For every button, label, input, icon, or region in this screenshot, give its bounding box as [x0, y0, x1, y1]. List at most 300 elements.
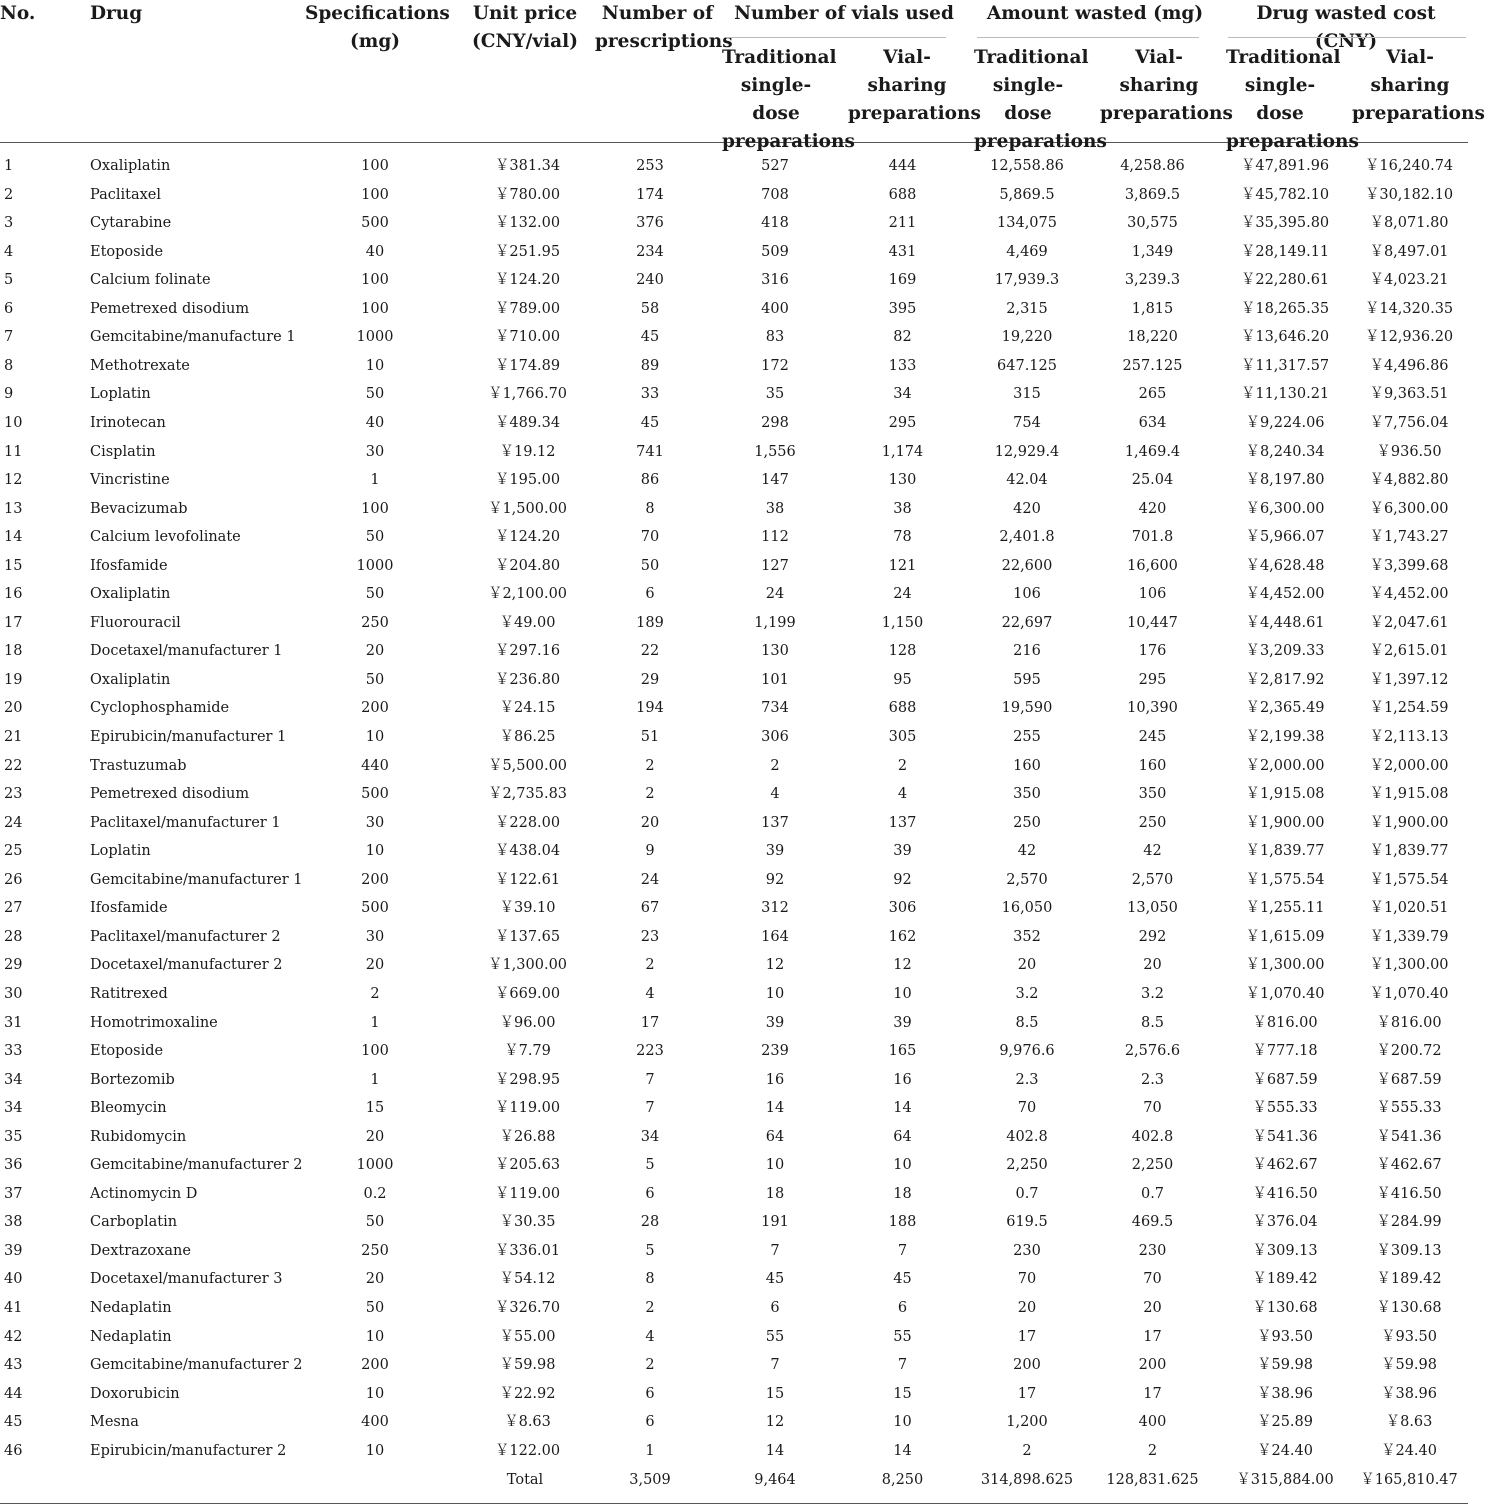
cell-drug: Vincristine	[90, 472, 170, 489]
cell-cost-traditional: ￥1,900.00	[1245, 814, 1325, 831]
cell-wasted-traditional: 20	[1017, 1300, 1037, 1316]
table-row	[0, 466, 1468, 495]
cell-specifications: 10	[365, 357, 385, 374]
cell-vials-sharing: 188	[888, 1214, 917, 1231]
cell-wasted-sharing: 16,600	[1127, 557, 1178, 574]
cell-wasted-sharing: 2,570	[1131, 871, 1174, 888]
header-no: No.	[0, 3, 36, 24]
cell-unit-price: ￥54.12	[499, 1271, 556, 1288]
cell-unit-price: ￥2,100.00	[487, 586, 568, 603]
cell-cost-traditional: ￥22,280.61	[1240, 272, 1330, 289]
cell-no: 29	[4, 957, 23, 974]
cell-cost-traditional: ￥2,000.00	[1245, 757, 1325, 774]
cell-wasted-traditional: 17	[1017, 1328, 1037, 1345]
cell-drug: Calcium levofolinate	[90, 529, 241, 546]
cell-no: 12	[4, 472, 23, 489]
cell-cost-traditional: ￥1,575.54	[1245, 871, 1325, 888]
cell-unit-price: ￥49.00	[499, 614, 556, 631]
cell-cost-traditional: ￥816.00	[1252, 1014, 1318, 1031]
cell-wasted-sharing: 469.5	[1131, 1214, 1174, 1231]
header-unit-price: Unit price (CNY/vial)	[472, 3, 578, 52]
cell-specifications: 100	[361, 300, 389, 317]
cell-cost-traditional: ￥1,070.40	[1245, 985, 1325, 1002]
cell-wasted-traditional: 200	[1013, 1357, 1041, 1374]
cell-specifications: 100	[361, 1043, 389, 1060]
cell-vials-traditional: 14	[765, 1442, 785, 1459]
cell-cost-traditional: ￥376.04	[1252, 1214, 1318, 1231]
cell-vials-traditional: 2	[770, 757, 780, 774]
cell-wasted-traditional: 9,976.6	[999, 1043, 1055, 1060]
table-bottom-rule	[0, 1503, 1468, 1504]
cell-wasted-sharing: 25.04	[1131, 472, 1174, 489]
cell-specifications: 200	[361, 700, 389, 717]
cell-wasted-sharing: 3,239.3	[1124, 272, 1181, 289]
cell-drug: Paclitaxel/manufacturer 1	[90, 814, 281, 831]
cell-unit-price: ￥1,500.00	[487, 500, 568, 517]
cell-no: 40	[4, 1271, 23, 1288]
cell-cost-traditional: ￥4,448.61	[1245, 614, 1325, 631]
table-row	[0, 552, 1468, 581]
table-row	[0, 352, 1468, 381]
cell-prescriptions: 2	[645, 1300, 655, 1316]
cell-drug: Bevacizumab	[90, 500, 188, 517]
cell-cost-traditional: ￥18,265.35	[1240, 300, 1330, 317]
cell-prescriptions: 194	[636, 700, 664, 717]
cell-unit-price: ￥381.34	[494, 158, 561, 174]
cell-unit-price: ￥789.00	[494, 300, 561, 317]
cell-vials-traditional: 1,556	[754, 443, 796, 460]
cell-vials-traditional: 10	[765, 985, 785, 1002]
cell-unit-price: ￥137.65	[494, 928, 561, 945]
table-row	[0, 323, 1468, 352]
cell-wasted-traditional: 3.2	[1015, 985, 1039, 1002]
cell-wasted-traditional: 647.125	[997, 357, 1057, 374]
total-wasted-traditional: 314,898.625	[980, 1472, 1074, 1488]
cell-wasted-sharing: 420	[1138, 500, 1167, 517]
cell-cost-traditional: ￥541.36	[1252, 1128, 1318, 1145]
cell-no: 17	[4, 614, 23, 631]
cell-specifications: 50	[365, 1214, 385, 1231]
cell-vials-sharing: 55	[893, 1328, 912, 1345]
cell-specifications: 400	[361, 1414, 389, 1431]
cell-wasted-traditional: 2.3	[1015, 1071, 1039, 1088]
cell-cost-sharing: ￥8,071.80	[1369, 215, 1449, 232]
cell-vials-traditional: 312	[761, 900, 789, 917]
cell-cost-traditional: ￥11,130.21	[1240, 386, 1330, 403]
cell-unit-price: ￥124.20	[494, 272, 561, 289]
cell-vials-traditional: 400	[761, 300, 789, 317]
cell-drug: Bleomycin	[90, 1100, 167, 1117]
cell-cost-traditional: ￥189.42	[1252, 1271, 1318, 1288]
cell-no: 26	[4, 871, 23, 888]
cell-vials-sharing: 16	[893, 1071, 912, 1088]
cell-wasted-sharing: 17	[1143, 1385, 1162, 1402]
cell-wasted-sharing: 70	[1143, 1271, 1162, 1288]
cell-unit-price: ￥251.95	[494, 243, 561, 260]
cell-prescriptions: 4	[645, 985, 655, 1002]
cell-cost-traditional: ￥5,966.07	[1245, 529, 1325, 546]
cell-prescriptions: 50	[640, 557, 660, 574]
cell-unit-price: ￥7.79	[504, 1043, 551, 1060]
cell-cost-sharing: ￥8,497.01	[1369, 243, 1449, 260]
cell-wasted-sharing: 2,576.6	[1124, 1043, 1181, 1060]
cell-specifications: 500	[361, 786, 389, 803]
cell-unit-price: ￥24.15	[499, 700, 556, 717]
cell-unit-price: ￥236.80	[494, 671, 561, 688]
cell-wasted-traditional: 17	[1017, 1385, 1037, 1402]
cell-wasted-traditional: 70	[1017, 1100, 1037, 1117]
cell-cost-sharing: ￥687.59	[1376, 1071, 1442, 1088]
cell-no: 35	[4, 1128, 23, 1145]
cell-drug: Epirubicin/manufacturer 2	[90, 1442, 287, 1459]
cell-vials-sharing: 78	[893, 529, 912, 546]
table-row	[0, 1408, 1468, 1437]
cell-cost-traditional: ￥2,199.38	[1245, 729, 1325, 745]
cell-vials-sharing: 130	[888, 472, 917, 489]
total-row	[0, 1466, 1468, 1495]
cell-cost-sharing: ￥555.33	[1376, 1100, 1442, 1117]
cell-cost-traditional: ￥59.98	[1256, 1357, 1313, 1374]
cell-vials-traditional: 4	[770, 786, 780, 803]
cell-prescriptions: 2	[645, 957, 655, 974]
cell-cost-sharing: ￥1,339.79	[1369, 928, 1449, 945]
cell-vials-traditional: 18	[765, 1185, 785, 1202]
cell-prescriptions: 89	[640, 357, 660, 374]
table-row	[0, 866, 1468, 895]
cell-prescriptions: 45	[640, 414, 660, 431]
cell-vials-traditional: 130	[761, 643, 789, 660]
cell-prescriptions: 86	[640, 472, 660, 489]
cell-vials-traditional: 10	[765, 1157, 785, 1174]
cell-cost-sharing: ￥3,399.68	[1369, 557, 1449, 574]
cell-no: 16	[4, 586, 23, 603]
cell-drug: Homotrimoxaline	[90, 1014, 218, 1031]
cell-no: 18	[4, 643, 23, 660]
cell-drug: Pemetrexed disodium	[90, 300, 250, 317]
cell-drug: Mesna	[90, 1414, 139, 1431]
cell-cost-traditional: ￥35,395.80	[1240, 215, 1330, 232]
cell-cost-traditional: ￥13,646.20	[1240, 329, 1330, 346]
table-row	[0, 1380, 1468, 1409]
cell-prescriptions: 253	[636, 158, 664, 174]
cell-specifications: 50	[365, 671, 385, 688]
cell-vials-sharing: 10	[893, 1414, 912, 1431]
cell-no: 31	[4, 1014, 23, 1031]
cell-prescriptions: 9	[645, 843, 655, 860]
cell-cost-sharing: ￥59.98	[1380, 1357, 1437, 1374]
cell-cost-traditional: ￥11,317.57	[1240, 357, 1330, 374]
cell-drug: Methotrexate	[90, 357, 190, 374]
table-row	[0, 1009, 1468, 1038]
cell-no: 20	[4, 700, 23, 717]
cell-wasted-sharing: 350	[1138, 786, 1167, 803]
cell-vials-traditional: 112	[761, 529, 789, 546]
cell-cost-sharing: ￥309.13	[1376, 1242, 1442, 1259]
cell-prescriptions: 58	[640, 300, 660, 317]
cell-specifications: 30	[365, 443, 385, 460]
cell-cost-sharing: ￥6,300.00	[1369, 500, 1449, 517]
cell-drug: Paclitaxel	[90, 186, 162, 203]
cell-wasted-sharing: 230	[1138, 1242, 1167, 1259]
cell-wasted-traditional: 42.04	[1006, 472, 1048, 489]
cell-drug: Docetaxel/manufacturer 1	[90, 643, 283, 660]
cell-specifications: 10	[365, 1442, 385, 1459]
cell-vials-traditional: 12	[765, 957, 785, 974]
cell-no: 13	[4, 500, 23, 517]
cell-vials-traditional: 191	[761, 1214, 789, 1231]
cell-vials-sharing: 6	[897, 1300, 908, 1316]
cell-specifications: 20	[365, 643, 385, 660]
cell-specifications: 1000	[356, 1157, 394, 1174]
table-row	[0, 809, 1468, 838]
cell-vials-traditional: 14	[765, 1100, 785, 1117]
cell-drug: Oxaliplatin	[90, 671, 171, 688]
cell-specifications: 250	[361, 614, 389, 631]
cell-vials-traditional: 7	[770, 1242, 780, 1259]
table-row	[0, 980, 1468, 1009]
cell-specifications: 40	[365, 414, 385, 431]
cell-cost-traditional: ￥2,817.92	[1245, 671, 1325, 688]
table-row	[0, 209, 1468, 238]
cell-specifications: 50	[365, 529, 385, 546]
cell-specifications: 20	[365, 1128, 385, 1145]
cell-wasted-traditional: 5,869.5	[999, 186, 1055, 203]
cell-wasted-sharing: 402.8	[1131, 1128, 1174, 1145]
cell-specifications: 20	[365, 957, 385, 974]
cell-no: 44	[4, 1385, 23, 1402]
cell-wasted-sharing: 20	[1143, 957, 1162, 974]
cell-specifications: 0.2	[363, 1185, 387, 1202]
cell-vials-traditional: 306	[761, 729, 789, 745]
cell-vials-traditional: 55	[765, 1328, 785, 1345]
cell-unit-price: ￥8.63	[504, 1414, 551, 1431]
cell-vials-traditional: 164	[761, 928, 789, 945]
cell-cost-sharing: ￥14,320.35	[1364, 300, 1454, 317]
cell-wasted-traditional: 42	[1017, 843, 1037, 860]
header-cost-traditional: Traditional single-dose preparations	[1226, 47, 1359, 152]
table-row	[0, 380, 1468, 409]
table-row	[0, 523, 1468, 552]
table-row	[0, 951, 1468, 980]
cell-no: 28	[4, 928, 23, 945]
cell-vials-sharing: 92	[893, 871, 912, 888]
cell-wasted-sharing: 295	[1138, 671, 1167, 688]
cell-cost-traditional: ￥1,915.08	[1245, 786, 1325, 803]
cell-wasted-traditional: 352	[1013, 928, 1041, 945]
cell-wasted-sharing: 0.7	[1140, 1185, 1165, 1202]
cell-wasted-traditional: 19,220	[1001, 329, 1053, 346]
cell-wasted-sharing: 4,258.86	[1120, 158, 1185, 174]
cell-no: 46	[4, 1442, 23, 1459]
cell-prescriptions: 6	[645, 586, 655, 603]
table-header	[0, 0, 1485, 152]
total-prescriptions: 3,509	[629, 1472, 671, 1488]
cell-drug: Docetaxel/manufacturer 2	[90, 957, 283, 974]
cell-vials-sharing: 688	[888, 186, 917, 203]
cell-drug: Cytarabine	[90, 215, 172, 232]
cell-wasted-traditional: 22,600	[1001, 557, 1053, 574]
cell-wasted-traditional: 2,250	[1006, 1157, 1048, 1174]
table-row	[0, 580, 1468, 609]
cell-wasted-sharing: 2	[1147, 1442, 1158, 1459]
table-row	[0, 609, 1468, 638]
cell-specifications: 10	[365, 729, 385, 745]
cell-prescriptions: 7	[645, 1071, 655, 1088]
cell-cost-traditional: ￥24.40	[1256, 1442, 1313, 1459]
table-row	[0, 1351, 1468, 1380]
cell-cost-sharing: ￥462.67	[1376, 1157, 1442, 1174]
cell-vials-traditional: 734	[761, 700, 789, 717]
cell-vials-traditional: 45	[765, 1271, 785, 1288]
cell-vials-traditional: 509	[761, 243, 789, 260]
cell-vials-sharing: 305	[888, 729, 917, 745]
cell-cost-traditional: ￥9,224.06	[1245, 414, 1325, 431]
cell-wasted-sharing: 265	[1138, 386, 1167, 403]
cell-specifications: 1	[370, 1014, 380, 1031]
cell-prescriptions: 174	[636, 186, 664, 203]
cell-wasted-traditional: 595	[1013, 671, 1041, 688]
cell-unit-price: ￥1,766.70	[487, 386, 568, 403]
cell-cost-traditional: ￥777.18	[1252, 1043, 1318, 1060]
cell-no: 5	[4, 272, 14, 289]
cell-wasted-traditional: 12,558.86	[990, 158, 1064, 174]
header-vials-sharing: Vial- sharing preparations	[848, 47, 981, 124]
cell-cost-traditional: ￥1,300.00	[1245, 957, 1325, 974]
cell-drug: Carboplatin	[90, 1214, 178, 1231]
header-vials-traditional: Traditional single-dose preparations	[722, 47, 855, 152]
cell-no: 43	[4, 1357, 23, 1374]
cell-cost-sharing: ￥2,047.61	[1369, 614, 1449, 631]
table-row	[0, 266, 1468, 295]
cell-specifications: 100	[361, 186, 389, 203]
cell-prescriptions: 51	[640, 729, 660, 745]
cell-wasted-traditional: 420	[1013, 500, 1041, 517]
cell-cost-traditional: ￥93.50	[1256, 1328, 1313, 1345]
cell-vials-sharing: 39	[893, 1014, 912, 1031]
cell-no: 14	[4, 529, 23, 546]
cell-cost-sharing: ￥30,182.10	[1364, 186, 1454, 203]
cell-drug: Trastuzumab	[90, 757, 187, 774]
cell-prescriptions: 17	[640, 1014, 660, 1031]
cell-wasted-traditional: 2,401.8	[999, 529, 1055, 546]
cell-unit-price: ￥122.61	[494, 871, 561, 888]
cell-prescriptions: 741	[636, 443, 664, 460]
total-cost-traditional: ￥315,884.00	[1236, 1472, 1334, 1488]
cell-no: 37	[4, 1185, 23, 1202]
cell-specifications: 100	[361, 158, 389, 174]
cell-vials-traditional: 147	[761, 472, 789, 489]
cell-wasted-sharing: 8.5	[1140, 1014, 1165, 1031]
cell-unit-price: ￥22.92	[499, 1385, 556, 1402]
cell-vials-traditional: 316	[761, 272, 789, 289]
cell-cost-sharing: ￥1,743.27	[1369, 529, 1449, 546]
cell-cost-traditional: ￥8,197.80	[1245, 472, 1325, 489]
cell-vials-sharing: 64	[893, 1128, 912, 1145]
cell-wasted-traditional: 70	[1017, 1271, 1037, 1288]
cell-wasted-traditional: 1,200	[1006, 1414, 1048, 1431]
cell-prescriptions: 7	[645, 1100, 655, 1117]
cell-wasted-sharing: 250	[1138, 814, 1167, 831]
cell-vials-traditional: 127	[761, 557, 789, 574]
cell-wasted-sharing: 42	[1143, 843, 1162, 860]
cell-vials-traditional: 1,199	[754, 614, 796, 631]
table-row	[0, 752, 1468, 781]
cell-vials-traditional: 64	[765, 1128, 785, 1145]
table-row	[0, 894, 1468, 923]
cell-cost-sharing: ￥130.68	[1376, 1300, 1442, 1316]
cell-vials-sharing: 24	[893, 586, 912, 603]
table-row	[0, 495, 1468, 524]
cell-vials-traditional: 39	[765, 1014, 785, 1031]
cell-vials-sharing: 395	[888, 300, 917, 317]
cell-unit-price: ￥26.88	[499, 1128, 556, 1145]
cell-vials-traditional: 38	[765, 500, 785, 517]
cell-no: 45	[4, 1414, 23, 1431]
cell-no: 6	[4, 300, 14, 317]
cell-vials-sharing: 34	[893, 386, 912, 403]
cell-vials-traditional: 15	[765, 1385, 785, 1402]
cell-specifications: 2	[370, 985, 380, 1002]
cell-cost-sharing: ￥2,615.01	[1369, 643, 1449, 660]
cell-specifications: 50	[365, 1300, 385, 1316]
cell-wasted-traditional: 16,050	[1001, 900, 1053, 917]
cell-cost-traditional: ￥2,365.49	[1245, 700, 1325, 717]
cell-wasted-traditional: 402.8	[1006, 1128, 1048, 1145]
cell-wasted-sharing: 10,447	[1127, 614, 1178, 631]
table-row	[0, 1323, 1468, 1352]
cell-no: 34	[4, 1071, 23, 1088]
table-row	[0, 438, 1468, 467]
cell-drug: Irinotecan	[90, 414, 166, 431]
cell-unit-price: ￥55.00	[499, 1328, 556, 1345]
cell-unit-price: ￥59.98	[499, 1357, 556, 1374]
cell-specifications: 10	[365, 1328, 385, 1345]
cell-cost-sharing: ￥16,240.74	[1364, 158, 1454, 174]
cell-vials-traditional: 39	[765, 843, 785, 860]
cell-vials-sharing: 38	[893, 500, 912, 517]
cell-wasted-sharing: 3.2	[1140, 985, 1165, 1002]
cell-wasted-sharing: 701.8	[1131, 529, 1174, 546]
cell-vials-sharing: 295	[888, 414, 917, 431]
cell-no: 1	[4, 158, 14, 174]
cell-vials-traditional: 137	[761, 814, 789, 831]
cell-cost-traditional: ￥462.67	[1252, 1157, 1318, 1174]
table-row	[0, 1123, 1468, 1152]
header-drug: Drug	[90, 3, 143, 24]
cell-prescriptions: 8	[645, 500, 655, 517]
cell-drug: Cyclophosphamide	[90, 700, 230, 717]
cell-wasted-traditional: 350	[1013, 786, 1041, 803]
cell-drug: Actinomycin D	[90, 1185, 198, 1202]
cell-cost-sharing: ￥936.50	[1376, 443, 1442, 460]
cell-vials-traditional: 172	[761, 357, 789, 374]
cell-no: 21	[4, 729, 23, 745]
cell-cost-sharing: ￥1,915.08	[1369, 786, 1449, 803]
table-row	[0, 238, 1468, 267]
cell-vials-sharing: 45	[893, 1271, 912, 1288]
cell-specifications: 100	[361, 500, 389, 517]
cell-cost-sharing: ￥9,363.51	[1369, 386, 1449, 403]
table-row	[0, 1037, 1468, 1066]
cell-specifications: 1	[370, 1071, 380, 1088]
total-vials-sharing: 8,250	[881, 1472, 924, 1488]
cell-cost-traditional: ￥3,209.33	[1245, 643, 1325, 660]
cell-unit-price: ￥30.35	[499, 1214, 556, 1231]
cell-vials-sharing: 82	[893, 329, 912, 346]
table-row	[0, 1265, 1468, 1294]
cell-no: 7	[4, 329, 14, 346]
cell-unit-price: ￥780.00	[494, 186, 561, 203]
